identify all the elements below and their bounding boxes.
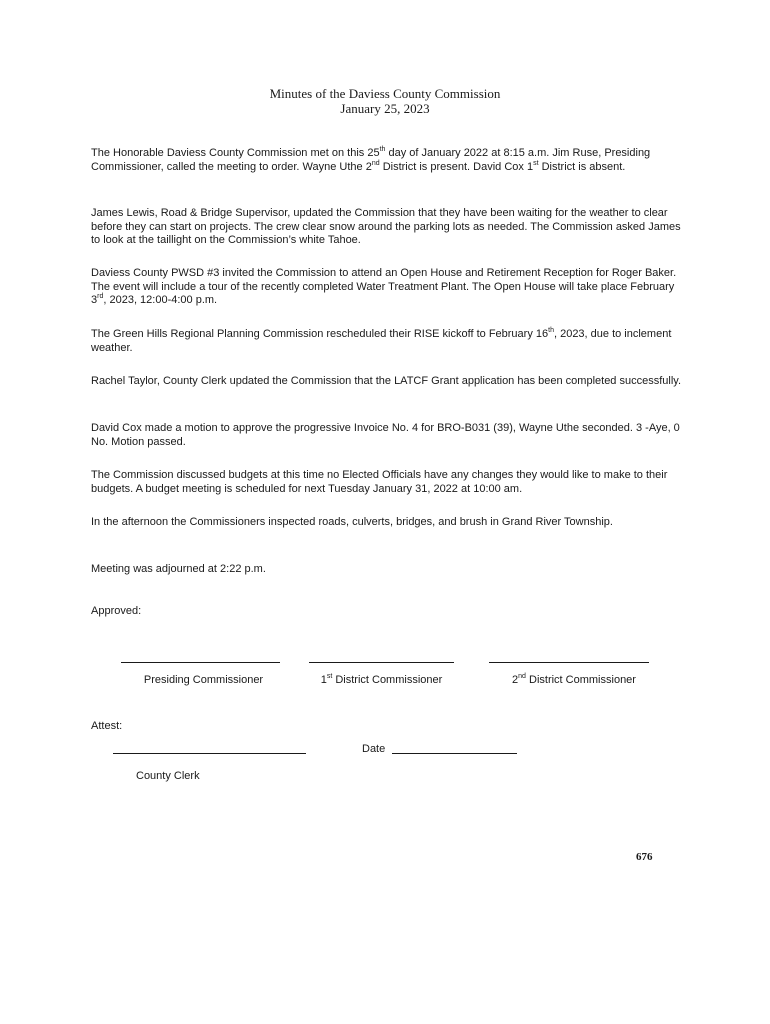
paragraph-budgets: The Commission discussed budgets at this time no Elected Officials have any changes they would like to make to their budgets. A budget meeting is scheduled for next Tuesday January 31, 2022 at 10:00 am. [91, 469, 668, 495]
text-run: District Commissioner [525, 674, 636, 686]
superscript: nd [371, 159, 380, 167]
signature-line-second-district [489, 662, 649, 663]
paragraph-meeting-opening [91, 147, 686, 174]
attest-label: Attest: [91, 720, 123, 732]
superscript: th [379, 146, 386, 153]
paragraph-adjourned: Meeting was adjourned at 2:22 p.m. [91, 563, 266, 575]
text-run: The Green Hills Regional Planning Commission rescheduled their RISE kickoff to February 16 [91, 328, 549, 340]
first-district-commissioner-label [299, 674, 464, 687]
approved-label: Approved: [91, 605, 142, 617]
title-line-1: Minutes of the Daviess County Commission [269, 86, 501, 101]
text-run: District is absent. [538, 160, 626, 173]
text-run: , 2023, due to inclement weather. [91, 328, 672, 354]
presiding-commissioner-label: Presiding Commissioner [143, 674, 264, 686]
superscript: rd [97, 293, 104, 300]
text-run: 1 [320, 674, 327, 686]
signature-line-county-clerk [113, 753, 306, 754]
page-number: 676 [636, 851, 653, 863]
paragraph-road-inspection: In the afternoon the Commissioners inspected roads, culverts, bridges, and brush in Grand River Township. [91, 516, 613, 528]
county-clerk-label: County Clerk [136, 770, 200, 782]
superscript: th [548, 327, 554, 334]
second-district-commissioner-label [490, 674, 658, 687]
superscript: st [326, 673, 333, 680]
superscript: st [533, 159, 539, 167]
paragraph-invoice-motion: David Cox made a motion to approve the progressive Invoice No. 4 for BRO-B031 (39), Wayne Uthe seconded. 3 -Aye, 0 No. Motion passed. [91, 422, 680, 448]
paragraph-road-bridge: James Lewis, Road & Bridge Supervisor, updated the Commission that they have been waiting for the weather to clear before they can start on projects. The crew clear snow around the parking lots as needed. The Commission asked James to look at the taillight on the Commission’s white Tahoe. [91, 207, 681, 246]
text-run: , 2023, 12:00-4:00 p.m. [103, 294, 218, 306]
date-label: Date [362, 743, 386, 755]
document-title [0, 86, 770, 116]
text-run: Daviess County PWSD #3 invited the Commission to attend an Open House and Retirement Reception for Roger Baker. The event will include a tour of the recently completed Water Treatment Plant. The Open House will take place February 3 [91, 267, 677, 306]
signature-line-presiding [121, 662, 280, 663]
title-line-2: January 25, 2023 [340, 101, 430, 116]
text-run: day of January 2022 at 8:15 a.m. Jim Ruse, Presiding Commissioner, called the meeting to order. Wayne Uthe 2 [91, 147, 651, 173]
text-run: District is present. David Cox 1 [379, 160, 534, 173]
paragraph-pwsd-open-house [91, 267, 686, 308]
signature-line-first-district [309, 662, 454, 663]
date-line [392, 753, 517, 754]
text-run: The Honorable Daviess County Commission met on this 25 [91, 147, 380, 159]
paragraph-rise-kickoff [91, 328, 686, 355]
paragraph-latcf-grant: Rachel Taylor, County Clerk updated the Commission that the LATCF Grant application has been completed successfully. [91, 375, 682, 387]
text-run: 2 [512, 674, 519, 686]
superscript: nd [518, 673, 526, 680]
text-run: District Commissioner [332, 674, 443, 686]
